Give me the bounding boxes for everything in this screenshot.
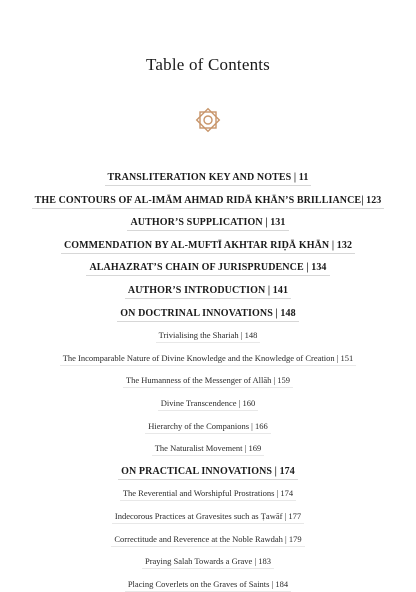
toc-entry-text: Indecorous Practices at Gravesites such as Ṭawāf | 177	[112, 511, 304, 524]
toc-subentry	[0, 438, 416, 456]
toc-entry-text: Placing Coverlets on the Graves of Saints | 184	[125, 579, 291, 592]
toc-heading-entry	[0, 257, 416, 276]
toc-entry-text: Praying Salah Towards a Grave | 183	[142, 556, 274, 569]
toc-entry-text: The Naturalist Movement | 169	[152, 443, 265, 456]
toc-subentry	[0, 348, 416, 366]
toc-subentry	[0, 416, 416, 434]
toc-entry-text: ON PRACTICAL INNOVATIONS | 174	[118, 466, 298, 480]
toc-entry-text: ON DOCTRINAL INNOVATIONS | 148	[117, 308, 298, 322]
toc-heading-entry	[0, 303, 416, 322]
toc-entry-text: THE CONTOURS OF AL-IMĀM AHMAD RIDĀ KHĀN’S BRILLIANCE| 123	[32, 195, 385, 209]
toc-entry-text: The Humanness of the Messenger of Allāh | 159	[123, 375, 293, 388]
toc-entry-text: The Incomparable Nature of Divine Knowledge and the Knowledge of Creation | 151	[60, 353, 357, 366]
toc-entry-text: AUTHOR’S INTRODUCTION | 141	[125, 285, 291, 299]
toc-entry-text: The Reverential and Worshipful Prostrations | 174	[120, 488, 296, 501]
toc-entry-text: ALAHAZRAT’S CHAIN OF JURISPRUDENCE | 134	[86, 262, 329, 276]
toc-subentry	[0, 370, 416, 388]
eight-point-star-ornament-icon	[192, 104, 224, 136]
toc-subentry	[0, 574, 416, 592]
page-title: Table of Contents	[145, 55, 271, 74]
toc-subentry	[0, 529, 416, 547]
toc-entry-text: Trivialising the Shariah | 148	[156, 330, 261, 343]
toc-subentry	[0, 325, 416, 343]
toc-subentry	[0, 483, 416, 501]
toc-heading-entry	[0, 280, 416, 299]
toc-subentry	[0, 506, 416, 524]
toc-subentry	[0, 393, 416, 411]
toc-heading-entry	[0, 461, 416, 480]
toc-entry-text: Hierarchy of the Companions | 166	[145, 421, 271, 434]
toc-heading-entry	[0, 235, 416, 254]
toc-heading-entry	[0, 190, 416, 209]
toc-subentry	[0, 551, 416, 569]
toc-entry-text: TRANSLITERATION KEY AND NOTES | 11	[105, 172, 312, 186]
toc-heading-entry	[0, 167, 416, 186]
toc-heading-entry	[0, 212, 416, 231]
toc-entry-text: AUTHOR’S SUPPLICATION | 131	[127, 217, 288, 231]
toc-entry-text: Divine Transcendence | 160	[158, 398, 258, 411]
toc-entry-text: COMMENDATION BY AL-MUFTĪ AKHTAR RIḌĀ KHĀN | 132	[61, 240, 355, 254]
toc-entry-text: Correctitude and Reverence at the Noble Rawdah | 179	[111, 534, 304, 547]
